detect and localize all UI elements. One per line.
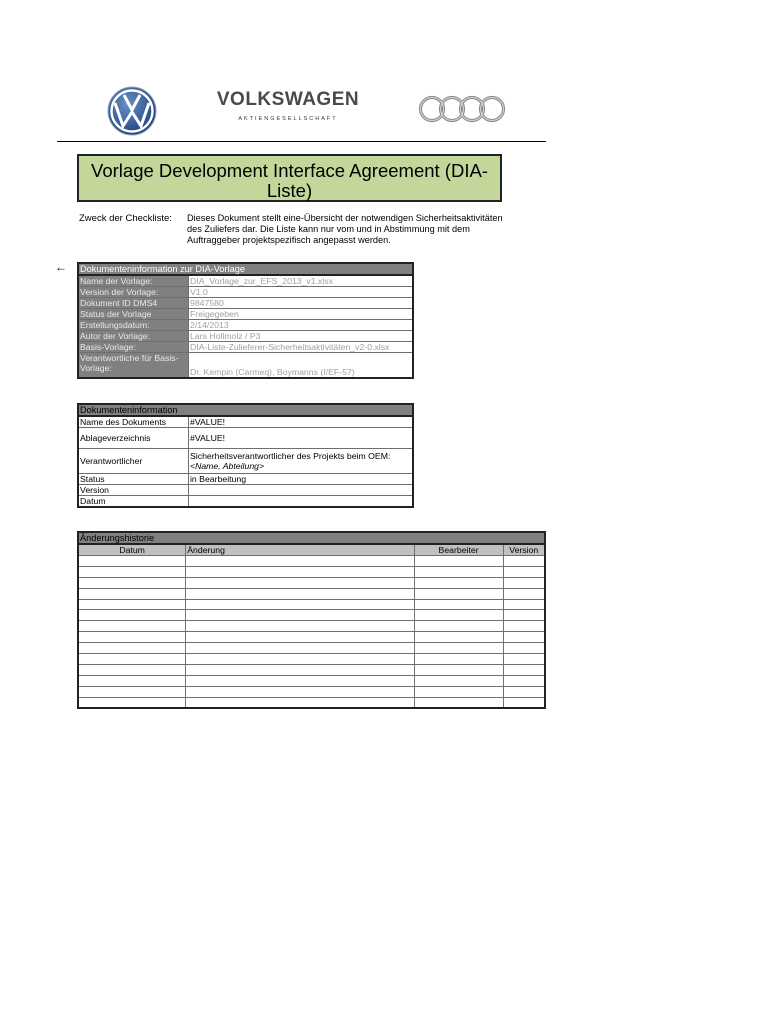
table-row — [78, 298, 413, 309]
history-cell[interactable] — [503, 686, 545, 697]
purpose-label: Zweck der Checkliste: — [79, 213, 172, 224]
history-cell[interactable] — [414, 621, 503, 632]
cell-label: Verantwortliche für Basis-Vorlage: — [78, 353, 189, 379]
history-cell[interactable] — [186, 588, 414, 599]
history-cell[interactable] — [186, 566, 414, 577]
history-cell[interactable] — [186, 632, 414, 643]
history-cell[interactable] — [186, 686, 414, 697]
table-row — [78, 664, 545, 675]
cell-label: Verantwortlicher — [78, 449, 189, 474]
cell-value[interactable]: Dr. Kempin (Carmeq), Boymanns (I/EF-57) — [189, 353, 414, 379]
history-cell[interactable] — [186, 643, 414, 654]
audi-rings-logo — [418, 94, 506, 124]
history-cell[interactable] — [503, 697, 545, 708]
cell-label: Name des Dokuments — [78, 416, 189, 428]
table-row — [78, 485, 413, 496]
table-row — [78, 599, 545, 610]
table-row — [78, 353, 413, 379]
cell-label: Datum — [78, 496, 189, 508]
history-cell[interactable] — [503, 588, 545, 599]
cell-value[interactable]: 9847580 — [189, 298, 414, 309]
cell-label: Status — [78, 474, 189, 485]
table-row — [78, 416, 413, 428]
history-cell[interactable] — [78, 577, 186, 588]
cell-value[interactable]: in Bearbeitung — [189, 474, 414, 485]
history-cell[interactable] — [414, 686, 503, 697]
table-row — [78, 566, 545, 577]
history-cell[interactable] — [503, 599, 545, 610]
history-cell[interactable] — [503, 566, 545, 577]
history-cell[interactable] — [503, 610, 545, 621]
vw-emblem-logo — [107, 86, 157, 136]
cell-label: Name der Vorlage: — [78, 275, 189, 287]
history-cell[interactable] — [186, 577, 414, 588]
table-row — [78, 320, 413, 331]
cell-value[interactable] — [189, 449, 414, 474]
cell-label: Version der Vorlage: — [78, 287, 189, 298]
table-row — [78, 287, 413, 298]
table-header-row — [78, 404, 413, 416]
template-info-table — [77, 262, 414, 379]
cell-label: Ablageverzeichnis — [78, 428, 189, 449]
table-row — [78, 556, 545, 567]
table-row — [78, 309, 413, 320]
brand-wordmark: VOLKSWAGEN — [216, 89, 360, 110]
document-info-table — [77, 403, 414, 508]
header-logos — [0, 0, 768, 140]
table-row — [78, 675, 545, 686]
history-cell[interactable] — [414, 654, 503, 665]
cell-value[interactable]: DIA-Liste-Zulieferer-Sicherheitsaktivitäten_v2-0.xlsx — [189, 342, 414, 353]
cell-label: Dokument ID DMS4 — [78, 298, 189, 309]
column-header-version: Version — [503, 544, 545, 556]
history-cell[interactable] — [186, 610, 414, 621]
cell-value[interactable]: #VALUE! — [189, 416, 414, 428]
table-header-row — [78, 532, 545, 544]
history-cell[interactable] — [186, 664, 414, 675]
history-cell[interactable] — [414, 664, 503, 675]
table-row — [78, 496, 413, 508]
table-row — [78, 342, 413, 353]
table-row — [78, 632, 545, 643]
table-row — [78, 621, 545, 632]
history-cell[interactable] — [78, 621, 186, 632]
cell-label: Version — [78, 485, 189, 496]
history-cell[interactable] — [78, 610, 186, 621]
back-arrow-icon[interactable]: ← — [55, 260, 67, 274]
table-row — [78, 331, 413, 342]
change-history-table — [77, 531, 546, 709]
history-cell[interactable] — [186, 654, 414, 665]
change-history-header: Änderungshistorie — [78, 532, 545, 544]
history-cell[interactable] — [503, 577, 545, 588]
history-cell[interactable] — [503, 643, 545, 654]
responsible-placeholder-text: <Name, Abteilung> — [190, 461, 265, 471]
history-cell[interactable] — [414, 566, 503, 577]
history-cell[interactable] — [78, 664, 186, 675]
history-cell[interactable] — [78, 599, 186, 610]
history-cell[interactable] — [414, 610, 503, 621]
table-row — [78, 577, 545, 588]
history-cell[interactable] — [503, 556, 545, 567]
history-cell[interactable] — [414, 599, 503, 610]
column-header-row — [78, 544, 545, 556]
history-cell[interactable] — [186, 697, 414, 708]
table-row — [78, 275, 413, 287]
history-cell[interactable] — [78, 556, 186, 567]
history-cell[interactable] — [78, 566, 186, 577]
responsible-role-text: Sicherheitsverantwortlicher des Projekts beim OEM: — [190, 451, 391, 461]
column-header-change: Änderung — [186, 544, 414, 556]
purpose-text: Dieses Dokument stellt eine-Übersicht der notwendigen Sicherheitsaktivitäten des Zuliefers dar. Die Liste kann nur vom und in Abstimmung mit dem Auftraggeber projektspezifisch angepasst werden. — [187, 213, 503, 245]
table-header-row — [78, 263, 413, 275]
history-cell[interactable] — [186, 675, 414, 686]
brand-subline: AKTIENGESELLSCHAFT — [238, 116, 338, 122]
history-cell[interactable] — [78, 686, 186, 697]
history-cell[interactable] — [414, 588, 503, 599]
document-title: Vorlage Development Interface Agreement (DIA-Liste) — [77, 154, 502, 202]
cell-value[interactable] — [189, 485, 414, 496]
document-info-header: Dokumenteninformation — [78, 404, 413, 416]
history-cell[interactable] — [503, 621, 545, 632]
cell-value[interactable]: V1.0 — [189, 287, 414, 298]
history-cell[interactable] — [414, 675, 503, 686]
table-row — [78, 428, 413, 449]
history-cell[interactable] — [503, 664, 545, 675]
history-cell[interactable] — [78, 697, 186, 708]
history-cell[interactable] — [78, 632, 186, 643]
table-row — [78, 588, 545, 599]
table-row — [78, 654, 545, 665]
history-cell[interactable] — [78, 643, 186, 654]
cell-value[interactable]: DIA_Vorlage_zur_EFS_2013_v1.xlsx — [189, 275, 414, 287]
history-cell[interactable] — [186, 599, 414, 610]
history-cell[interactable] — [414, 632, 503, 643]
cell-label: Erstellungsdatum: — [78, 320, 189, 331]
table-row — [78, 449, 413, 474]
history-cell[interactable] — [78, 675, 186, 686]
cell-value[interactable] — [189, 496, 414, 508]
header-divider — [57, 141, 546, 142]
history-cell[interactable] — [186, 556, 414, 567]
history-cell[interactable] — [78, 588, 186, 599]
column-header-editor: Bearbeiter — [414, 544, 503, 556]
history-cell[interactable] — [503, 632, 545, 643]
cell-value[interactable]: Lars Hollmolz / P3 — [189, 331, 414, 342]
vw-wordmark — [210, 89, 366, 122]
column-header-date: Datum — [78, 544, 186, 556]
history-cell[interactable] — [414, 577, 503, 588]
table-row — [78, 643, 545, 654]
table-row — [78, 474, 413, 485]
template-info-header: Dokumenteninformation zur DIA-Vorlage — [78, 263, 413, 275]
cell-value[interactable]: #VALUE! — [189, 428, 414, 449]
cell-label: Basis-Vorlage: — [78, 342, 189, 353]
table-row — [78, 610, 545, 621]
cell-value[interactable]: Freigegeben — [189, 309, 414, 320]
history-cell[interactable] — [503, 675, 545, 686]
history-cell[interactable] — [414, 556, 503, 567]
history-cell[interactable] — [414, 697, 503, 708]
table-row — [78, 697, 545, 708]
history-cell[interactable] — [186, 621, 414, 632]
table-row — [78, 686, 545, 697]
history-cell[interactable] — [414, 643, 503, 654]
history-cell[interactable] — [78, 654, 186, 665]
change-history-body — [78, 556, 545, 709]
cell-label: Autor der Vorlage: — [78, 331, 189, 342]
history-cell[interactable] — [503, 654, 545, 665]
cell-label: Status der Vorlage — [78, 309, 189, 320]
cell-value[interactable]: 2/14/2013 — [189, 320, 414, 331]
